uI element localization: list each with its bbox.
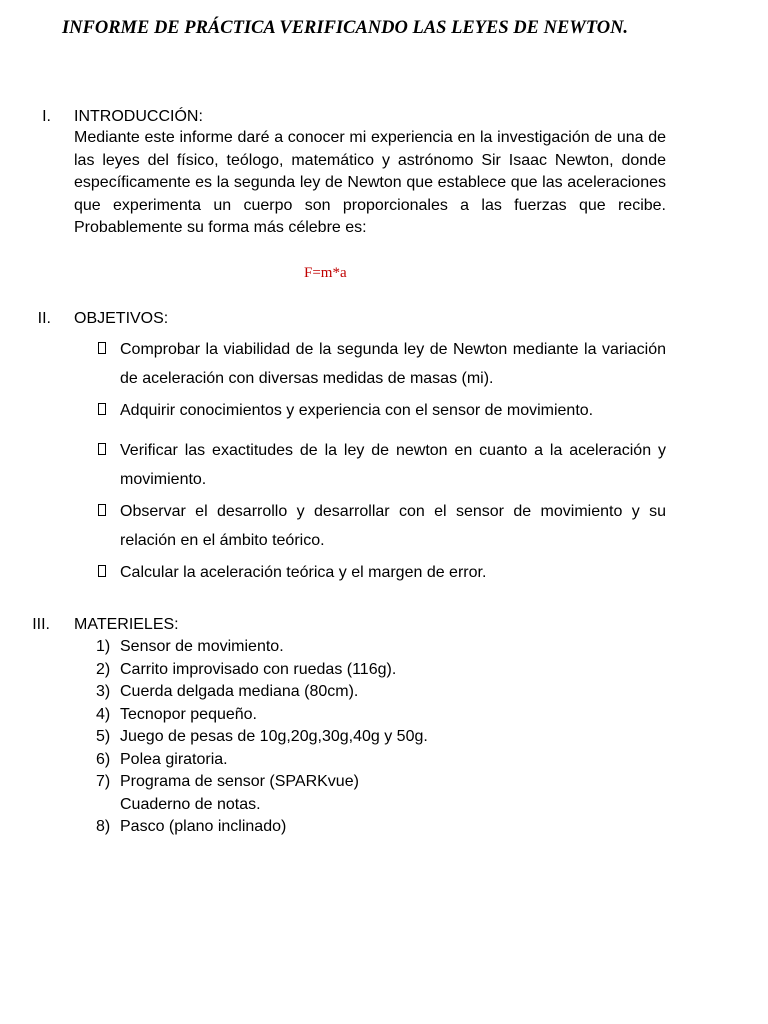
list-item: 1) Sensor de movimiento.: [96, 638, 284, 655]
list-item: Adquirir conocimientos y experiencia con el sensor de movimiento.: [98, 396, 666, 425]
list-item: Calcular la aceleración teórica y el margen de error.: [98, 558, 666, 587]
list-item: 4) Tecnopor pequeño.: [96, 705, 257, 723]
bullet-icon: [98, 504, 106, 516]
list-item: 3) Cuerda delgada mediana (80cm).: [96, 683, 359, 700]
intro-paragraph: Mediante este informe daré a conocer mi experiencia en la investigación de una de las leyes del físico, teólogo, matemático y astrónomo Sir Isaac Newton, donde específicamente es la segunda ley de Newton que establece que las aceleraciones que experimenta un cuerpo son proporcionales a las fuerzas que recibe. Probablemente su forma más célebre es:: [74, 129, 666, 236]
bullet-icon: [98, 403, 106, 415]
bullet-icon: [98, 565, 106, 577]
section-number: II.: [37, 310, 51, 327]
list-item: 6) Polea giratoria.: [96, 750, 228, 768]
section-heading: INTRODUCCIÓN:: [74, 108, 203, 125]
list-item: Comprobar la viabilidad de la segunda ley de Newton mediante la variación de aceleración con diversas medidas de masas (mi).: [98, 335, 666, 393]
section-heading: OBJETIVOS:: [74, 310, 169, 327]
bullet-icon: [98, 443, 106, 455]
section-heading: MATERIELES:: [74, 616, 179, 633]
list-item: 2) Carrito improvisado con ruedas (116g).: [96, 660, 397, 678]
formula: F=m*a: [304, 265, 347, 281]
section-number: III.: [32, 616, 50, 633]
list-item: 5) Juego de pesas de 10g,20g,30g,40g y 50g.: [96, 728, 428, 745]
section-number: I.: [42, 108, 51, 125]
objectives-list: [98, 335, 666, 587]
list-item: Verificar las exactitudes de la ley de newton en cuanto a la aceleración y movimiento.: [98, 436, 666, 494]
bullet-icon: [98, 342, 106, 354]
materials-list: [96, 636, 428, 839]
list-item: Cuaderno de notas.: [120, 795, 261, 813]
list-item: 7) Programa de sensor (SPARKvue): [96, 773, 359, 790]
document-title: INFORME DE PRÁCTICA VERIFICANDO LAS LEYES DE NEWTON.: [61, 18, 629, 38]
list-item: Observar el desarrollo y desarrollar con el sensor de movimiento y su relación en el ámbito teórico.: [98, 497, 666, 555]
list-item: 8) Pasco (plano inclinado): [96, 818, 287, 835]
